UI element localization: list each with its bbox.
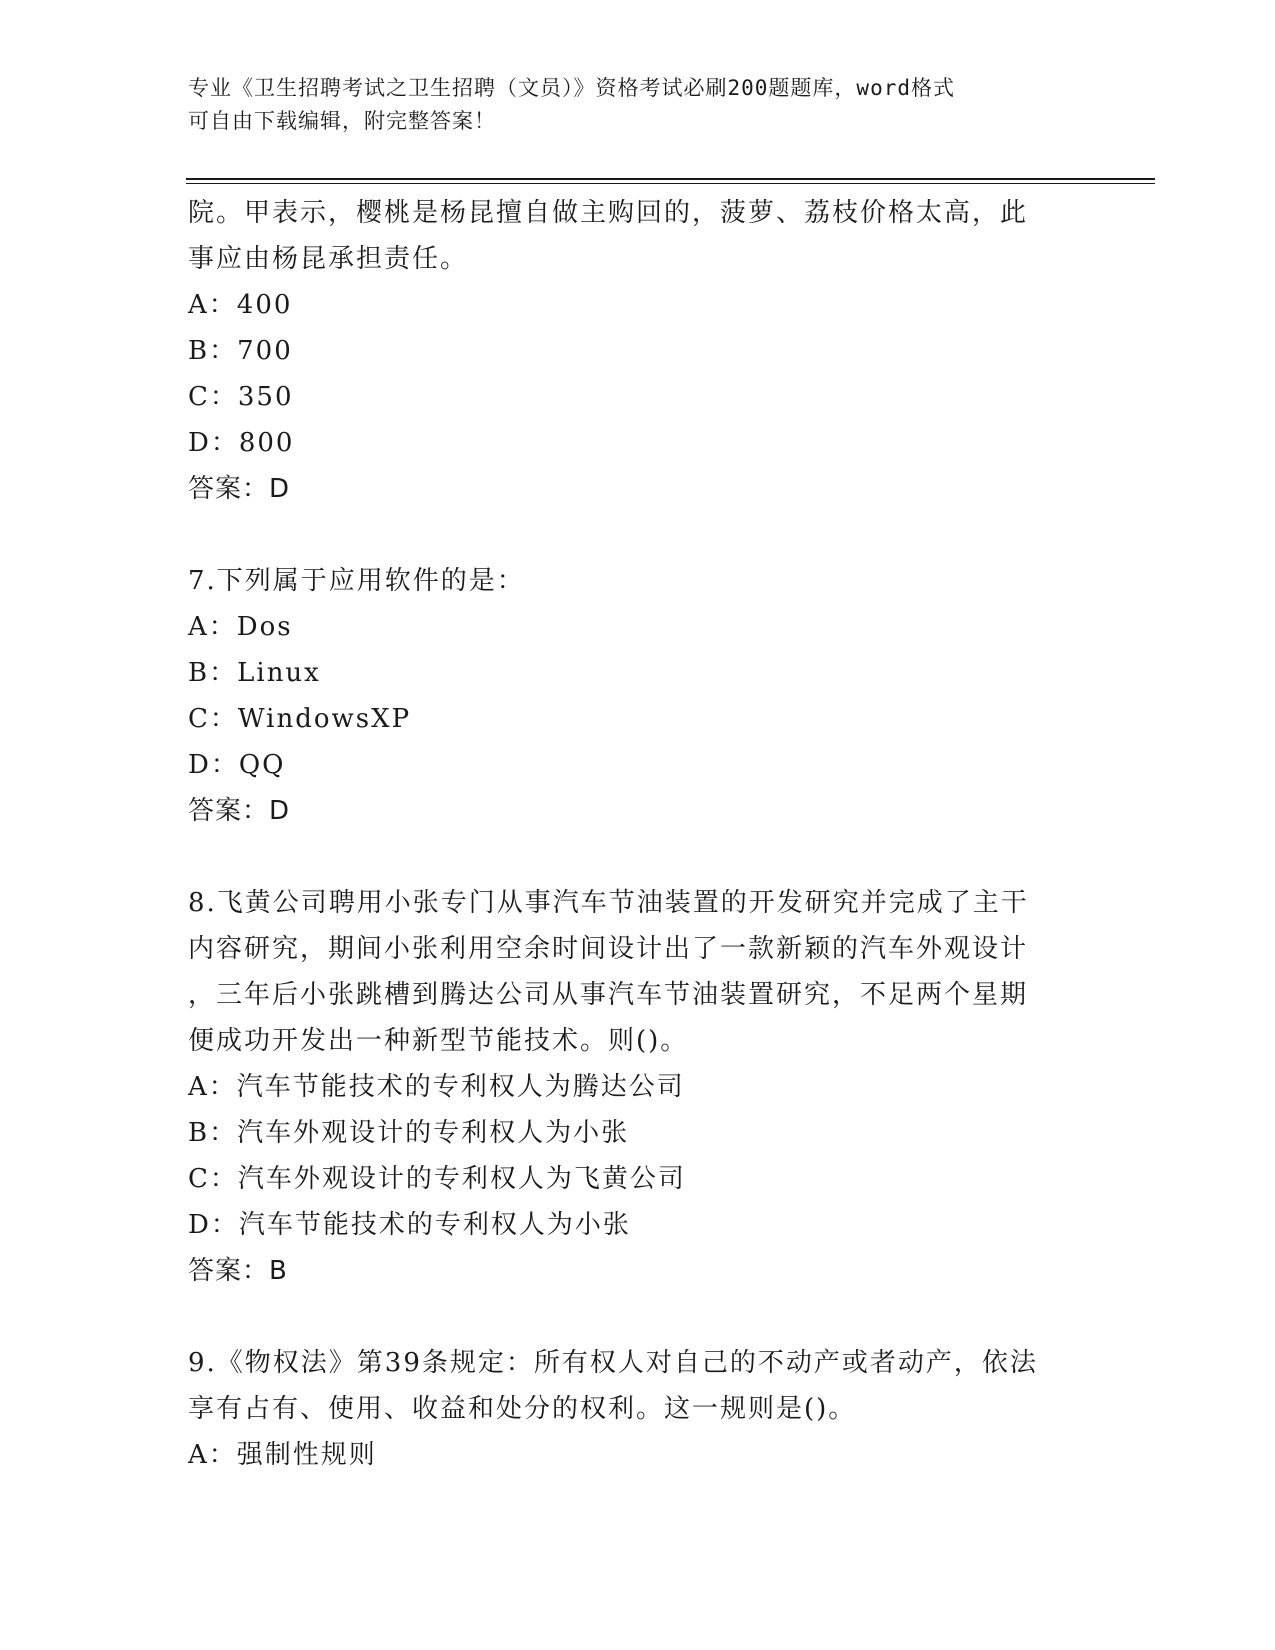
question-8-option-a: A：汽车节能技术的专利权人为腾达公司 [188,1072,685,1102]
question-6-option-c: C：350 [188,382,294,412]
question-8-text-line: 内容研究，期间小张利用空余时间设计出了一款新颖的汽车外观设计 [188,934,1029,964]
spacer [188,512,1088,558]
question-7-option-b: B：Linux [188,658,321,688]
question-8-block [188,880,1088,1294]
question-6-text-line: 院。甲表示，樱桃是杨昆擅自做主购回的，菠萝、荔枝价格太高，此 [188,198,1029,228]
question-9-text-line: 9.《物权法》第39条规定：所有权人对自己的不动产或者动产，依法 [188,1348,1038,1378]
question-7-answer: 答案：D [188,796,291,826]
question-7-option-c: C：WindowsXP [188,704,412,734]
question-7-block [188,558,1088,834]
question-8-option-d: D：汽车节能技术的专利权人为小张 [188,1210,631,1240]
header-line-1: 专业《卫生招聘考试之卫生招聘（文员）》资格考试必刷200题题库，word格式 [188,76,955,100]
question-6-block [188,190,1088,512]
question-6-answer: 答案：D [188,474,291,504]
question-8-option-c: C：汽车外观设计的专利权人为飞黄公司 [188,1164,686,1194]
question-9-block [188,1340,1088,1478]
spacer [188,1294,1088,1340]
question-8-answer: 答案：B [188,1256,288,1286]
question-8-text-line: 便成功开发出一种新型节能技术。则()。 [188,1026,689,1056]
question-7-option-a: A：Dos [188,612,293,642]
question-content [188,190,1088,1478]
question-6-option-d: D：800 [188,428,295,458]
question-7-option-d: D：QQ [188,750,286,780]
spacer [188,834,1088,880]
question-6-option-a: A：400 [188,290,293,320]
header-divider-thick [186,178,1155,180]
document-header [188,72,1068,138]
question-6-option-b: B：700 [188,336,293,366]
question-8-option-b: B：汽车外观设计的专利权人为小张 [188,1118,630,1148]
question-6-text-line: 事应由杨昆承担责任。 [188,244,469,274]
question-8-text-line: 8.飞黄公司聘用小张专门从事汽车节油装置的开发研究并完成了主干 [188,888,1029,918]
question-8-text-line: ，三年后小张跳槽到腾达公司从事汽车节油装置研究，不足两个星期 [188,980,1029,1010]
header-line-2: 可自由下载编辑，附完整答案！ [188,109,496,133]
question-9-text-line: 享有占有、使用、收益和处分的权利。这一规则是()。 [188,1394,857,1424]
question-9-option-a: A：强制性规则 [188,1440,377,1470]
question-7-text-line: 7.下列属于应用软件的是： [188,566,525,596]
header-divider-thin [186,183,1155,184]
